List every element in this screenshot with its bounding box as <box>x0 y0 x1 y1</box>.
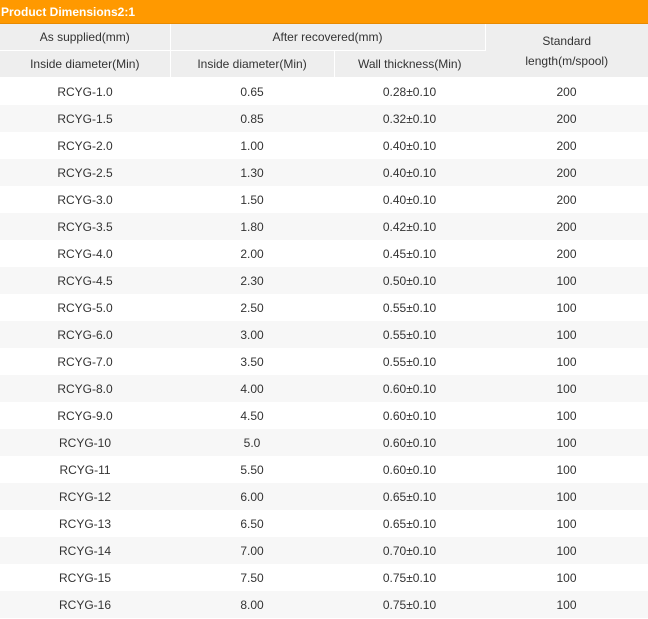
cell-wall-thickness: 0.45±0.10 <box>382 246 437 261</box>
table-body <box>0 78 648 619</box>
cell-standard-length: 100 <box>556 516 577 531</box>
cell-inside-diameter: 1.80 <box>170 213 334 240</box>
cell-inside-diameter: 2.50 <box>240 300 264 315</box>
cell-model: RCYG-4.5 <box>0 267 170 294</box>
table-row <box>0 159 648 186</box>
header-inside-diameter-supplied: Inside diameter(Min) <box>0 51 170 78</box>
cell-wall-thickness: 0.75±0.10 <box>382 570 437 585</box>
cell-inside-diameter: 7.00 <box>170 537 334 564</box>
table-row <box>0 456 648 483</box>
table-row <box>0 537 648 564</box>
cell-inside-diameter: 1.30 <box>170 159 334 186</box>
table-row <box>0 483 648 510</box>
header-standard-line1: Standard <box>542 33 592 48</box>
cell-inside-diameter: 2.00 <box>240 246 264 261</box>
cell-wall-thickness: 0.75±0.10 <box>334 591 485 618</box>
cell-inside-diameter: 8.00 <box>170 591 334 618</box>
cell-model: RCYG-1.5 <box>0 105 170 132</box>
cell-wall-thickness: 0.55±0.10 <box>382 300 437 315</box>
table-row <box>0 78 648 106</box>
cell-wall-thickness: 0.55±0.10 <box>334 321 485 348</box>
cell-inside-diameter: 3.00 <box>170 321 334 348</box>
cell-wall-thickness: 0.65±0.10 <box>382 516 437 531</box>
cell-inside-diameter: 7.50 <box>240 570 264 585</box>
cell-model: RCYG-6.0 <box>0 321 170 348</box>
cell-wall-thickness: 0.55±0.10 <box>382 354 437 369</box>
cell-standard-length: 100 <box>485 375 648 402</box>
cell-wall-thickness: 0.65±0.10 <box>334 483 485 510</box>
cell-standard-length: 200 <box>485 213 648 240</box>
cell-inside-diameter: 4.50 <box>240 408 264 423</box>
cell-model: RCYG-7.0 <box>57 354 113 369</box>
cell-wall-thickness: 0.60±0.10 <box>382 462 437 477</box>
table-row <box>0 510 648 537</box>
cell-model: RCYG-9.0 <box>57 408 113 423</box>
cell-inside-diameter: 4.00 <box>170 375 334 402</box>
table-row <box>0 402 648 429</box>
cell-wall-thickness: 0.40±0.10 <box>382 138 437 153</box>
section-title: Product Dimensions2:1 <box>0 0 648 24</box>
cell-inside-diameter: 1.50 <box>240 192 264 207</box>
cell-model: RCYG-10 <box>0 429 170 456</box>
table-row <box>0 294 648 321</box>
table-row <box>0 186 648 213</box>
cell-standard-length: 100 <box>556 408 577 423</box>
table-row <box>0 213 648 240</box>
cell-standard-length: 100 <box>485 483 648 510</box>
cell-model: RCYG-11 <box>59 462 111 477</box>
cell-standard-length: 200 <box>556 84 577 99</box>
cell-standard-length: 200 <box>556 246 577 261</box>
table-row <box>0 240 648 267</box>
cell-model: RCYG-2.5 <box>0 159 170 186</box>
cell-model: RCYG-14 <box>0 537 170 564</box>
header-inside-diameter-recovered: Inside diameter(Min) <box>170 51 334 78</box>
cell-inside-diameter: 6.50 <box>240 516 264 531</box>
header-after-recovered: After recovered(mm) <box>170 24 485 51</box>
cell-model: RCYG-1.0 <box>57 84 113 99</box>
header-wall-thickness: Wall thickness(Min) <box>334 51 485 78</box>
cell-inside-diameter: 5.0 <box>170 429 334 456</box>
cell-model: RCYG-4.0 <box>57 246 113 261</box>
cell-model: RCYG-12 <box>0 483 170 510</box>
cell-standard-length: 100 <box>485 591 648 618</box>
cell-standard-length: 100 <box>485 321 648 348</box>
cell-standard-length: 200 <box>485 159 648 186</box>
header-standard-length <box>485 24 648 78</box>
cell-model: RCYG-3.5 <box>0 213 170 240</box>
cell-standard-length: 100 <box>556 462 577 477</box>
cell-model: RCYG-8.0 <box>0 375 170 402</box>
cell-model: RCYG-13 <box>58 516 111 531</box>
cell-standard-length: 100 <box>556 354 577 369</box>
cell-standard-length: 200 <box>556 192 577 207</box>
table-row <box>0 105 648 132</box>
cell-wall-thickness: 0.70±0.10 <box>334 537 485 564</box>
cell-wall-thickness: 0.60±0.10 <box>334 429 485 456</box>
cell-model: RCYG-2.0 <box>57 138 113 153</box>
table-row <box>0 429 648 456</box>
cell-inside-diameter: 6.00 <box>170 483 334 510</box>
cell-inside-diameter: 3.50 <box>240 354 264 369</box>
cell-model: RCYG-5.0 <box>57 300 113 315</box>
table-header <box>0 24 648 78</box>
cell-standard-length: 100 <box>556 570 577 585</box>
cell-standard-length: 200 <box>556 138 577 153</box>
cell-wall-thickness: 0.28±0.10 <box>382 84 437 99</box>
cell-wall-thickness: 0.32±0.10 <box>334 105 485 132</box>
cell-inside-diameter: 1.00 <box>240 138 264 153</box>
table-row <box>0 348 648 375</box>
header-standard-line2: length(m/spool) <box>525 53 609 68</box>
cell-standard-length: 200 <box>485 105 648 132</box>
cell-wall-thickness: 0.40±0.10 <box>334 159 485 186</box>
cell-inside-diameter: 2.30 <box>170 267 334 294</box>
cell-inside-diameter: 5.50 <box>240 462 264 477</box>
table-row <box>0 591 648 618</box>
dimensions-table <box>0 24 648 618</box>
cell-model: RCYG-3.0 <box>57 192 113 207</box>
cell-model: RCYG-16 <box>0 591 170 618</box>
cell-wall-thickness: 0.42±0.10 <box>334 213 485 240</box>
table-row <box>0 321 648 348</box>
table-row <box>0 267 648 294</box>
table-row <box>0 375 648 402</box>
cell-wall-thickness: 0.60±0.10 <box>382 408 437 423</box>
cell-standard-length: 100 <box>556 300 577 315</box>
cell-wall-thickness: 0.50±0.10 <box>334 267 485 294</box>
table-row <box>0 564 648 591</box>
cell-inside-diameter: 0.85 <box>170 105 334 132</box>
cell-wall-thickness: 0.60±0.10 <box>334 375 485 402</box>
cell-standard-length: 100 <box>485 429 648 456</box>
table-row <box>0 132 648 159</box>
cell-standard-length: 100 <box>485 537 648 564</box>
header-as-supplied: As supplied(mm) <box>0 24 170 51</box>
cell-wall-thickness: 0.40±0.10 <box>382 192 437 207</box>
cell-standard-length: 100 <box>485 267 648 294</box>
cell-model: RCYG-15 <box>58 570 111 585</box>
cell-inside-diameter: 0.65 <box>240 84 264 99</box>
